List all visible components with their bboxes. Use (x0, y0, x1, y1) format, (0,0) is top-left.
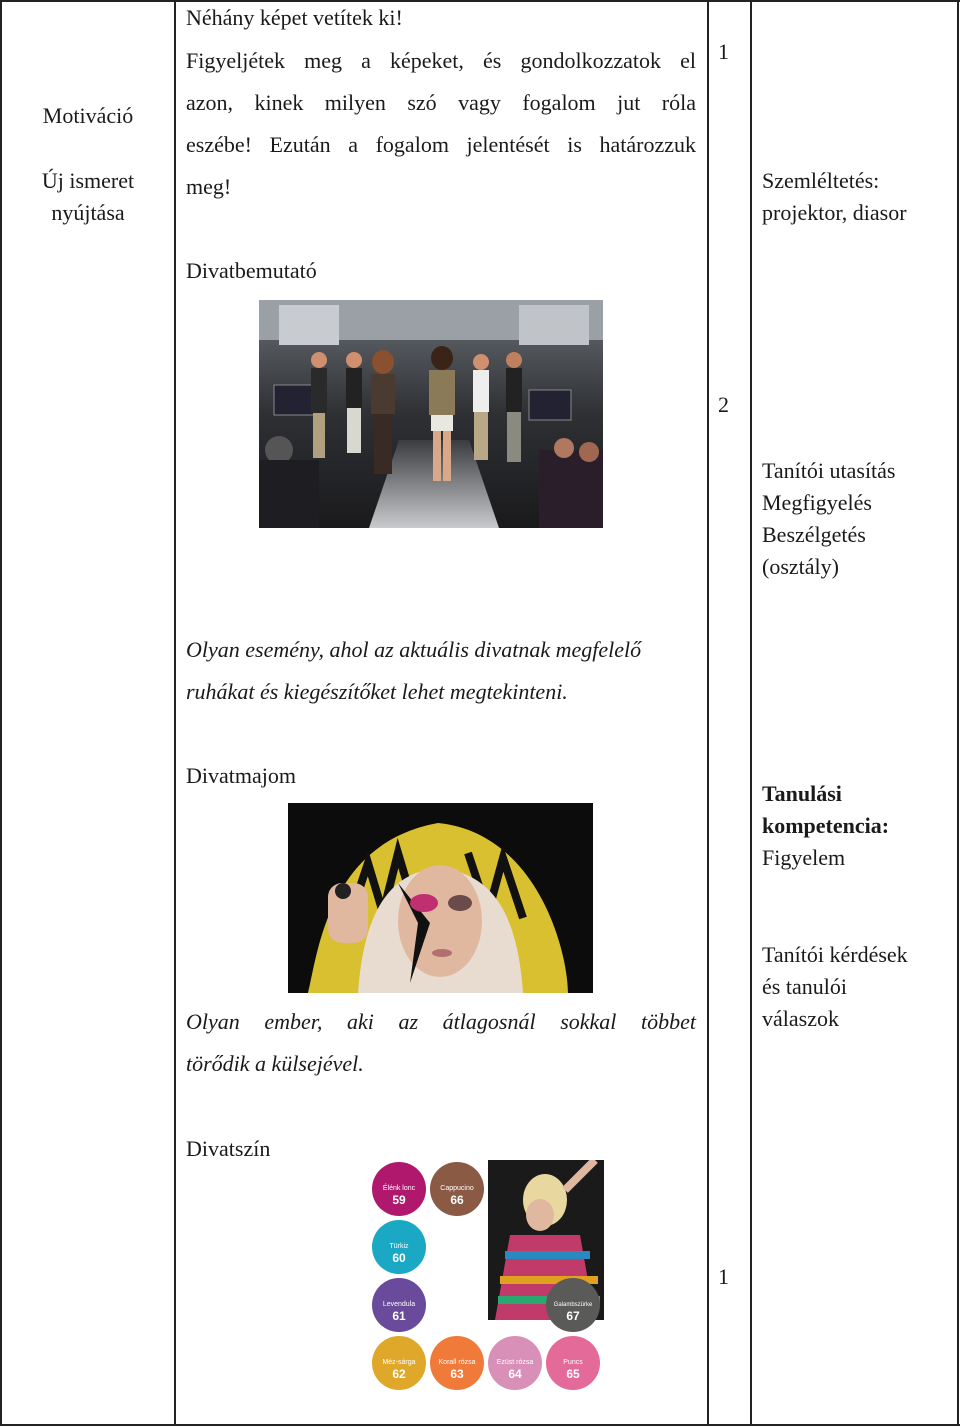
swatch-61-num: 61 (392, 1309, 406, 1323)
note-questions-3: válaszok (762, 1006, 839, 1031)
swatch-62-num: 62 (392, 1367, 406, 1381)
column-divider-1 (174, 0, 176, 1426)
swatch-66-name: Cappucino (440, 1185, 474, 1192)
table-border-bottom (0, 1424, 960, 1426)
note-illustration-tools: projektor, diasor (762, 200, 907, 225)
note-illustration-label: Szemléltetés: (762, 168, 880, 193)
definition-fashion-victim-1: Olyan ember, aki az átlagosnál sokkal többet (186, 1009, 696, 1034)
swatch-60-num: 60 (392, 1251, 406, 1265)
swatch-65-num: 65 (566, 1367, 580, 1381)
term-fashion-victim: Divatmajom (186, 763, 296, 788)
phase-new-knowledge-2: nyújtása (51, 200, 125, 225)
fashion-show-photo (259, 300, 603, 528)
term-fashion-show: Divatbemutató (186, 258, 317, 283)
swatch-65-name: Puncs (563, 1359, 583, 1366)
swatch-60-name: Türkiz (389, 1243, 409, 1250)
swatch-62-name: Méz-sárga (382, 1359, 416, 1366)
note-method-2: Megfigyelés (762, 490, 872, 515)
table-border-right (957, 0, 959, 1426)
swatch-63-name: Korall rózsa (438, 1359, 476, 1366)
definition-fashion-victim-2: törődik a külsejével. (186, 1051, 364, 1076)
swatch-64-num: 64 (508, 1367, 522, 1381)
swatch-63-num: 63 (450, 1367, 464, 1381)
swatch-66-num: 66 (450, 1193, 464, 1207)
note-competence-value: Figyelem (762, 845, 846, 870)
note-competence-label-2: kompetencia: (762, 813, 890, 838)
note-competence-label-1: Tanulási (762, 781, 842, 806)
definition-fashion-show-1: Olyan esemény, ahol az aktuális divatnak megfelelő (186, 637, 642, 662)
intro-line-2: Figyeljétek meg a képeket, és gondolkozzatok el (186, 48, 696, 73)
swatch-67-num: 67 (566, 1309, 580, 1323)
fashion-victim-photo (288, 803, 593, 993)
column-divider-3 (750, 0, 752, 1426)
time-2: 2 (718, 392, 729, 417)
note-method-1: Tanítói utasítás (762, 458, 896, 483)
column-divider-2 (707, 0, 709, 1426)
definition-fashion-show-2: ruhákat és kiegészítőket lehet megtekinteni. (186, 679, 568, 704)
intro-line-3: azon, kinek milyen szó vagy fogalom jut róla (186, 90, 696, 115)
intro-line-5: meg! (186, 174, 232, 199)
phase-new-knowledge: Új ismeret (41, 168, 135, 193)
table-border-top (0, 0, 960, 2)
swatch-61-name: Levendula (382, 1301, 416, 1308)
time-3: 1 (718, 1264, 729, 1289)
swatch-59-name: Élénk lonc (382, 1185, 416, 1192)
note-method-4: (osztály) (762, 554, 839, 579)
note-method-3: Beszélgetés (762, 522, 866, 547)
time-1: 1 (718, 39, 729, 64)
swatch-64-name: Ezüst rózsa (496, 1359, 534, 1366)
swatch-67-name: Galambszürke (553, 1302, 593, 1308)
term-fashion-color: Divatszín (186, 1136, 271, 1161)
note-questions-2: és tanulói (762, 974, 847, 999)
intro-line-4: eszébe! Ezután a fogalom jelentését is határozzuk (186, 132, 696, 157)
fashion-colors-photo (370, 1160, 604, 1392)
intro-line-1: Néhány képet vetítek ki! (186, 5, 403, 30)
note-questions-1: Tanítói kérdések (762, 942, 908, 967)
swatch-59-num: 59 (392, 1193, 406, 1207)
phase-motivation: Motiváció (42, 103, 134, 128)
